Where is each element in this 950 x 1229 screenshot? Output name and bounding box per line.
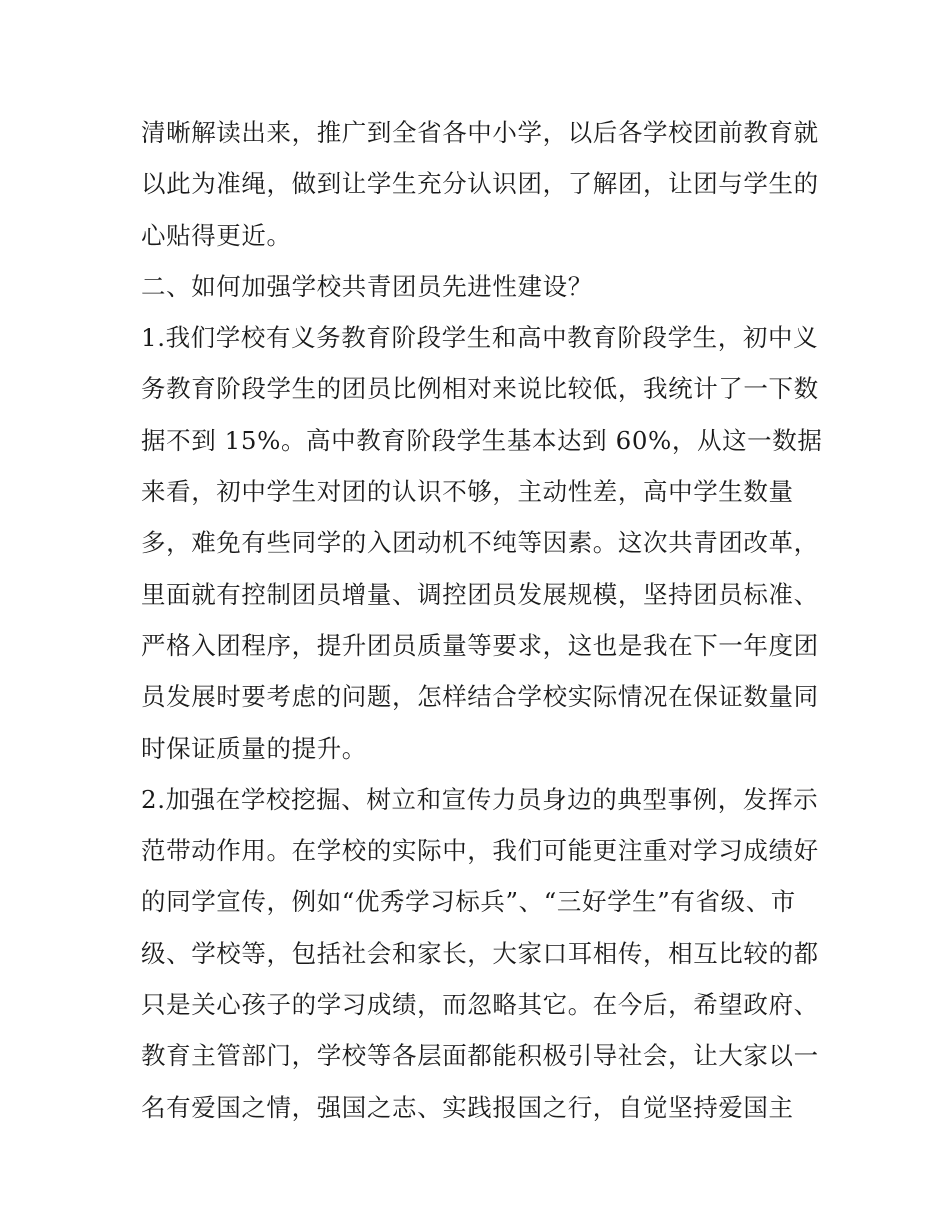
text-line: 1.我们学校有义务教育阶段学生和高中教育阶段学生，初中义 [141,323,819,353]
text-line: 范带动作用。在学校的实际中，我们可能更注重对学习成绩好 [141,836,819,866]
text-line: 名有爱国之情，强国之志、实践报国之行，自觉坚持爱国主 [141,1092,794,1122]
text-line: 心贴得更近。 [141,220,292,250]
text-line: 清晰解读出来，推广到全省各中小学，以后各学校团前教育就 [141,118,819,147]
text-line: 据不到 15%。高中教育阶段学生基本达到 60%，从这一数据 [141,425,823,455]
text-line: 员发展时要考虑的问题，怎样结合学校实际情况在保证数量同 [141,682,819,712]
text-line: 务教育阶段学生的团员比例相对来说比较低，我统计了一下数 [141,374,819,404]
text-line: 2.加强在学校挖掘、树立和宣传力员身边的典型事例，发挥示 [141,784,819,814]
text-line: 来看，初中学生对团的认识不够，主动性差，高中学生数量 [141,477,794,507]
text-line: 只是关心孩子的学习成绩，而忽略其它。在今后，希望政府、 [141,990,819,1020]
text-line: 严格入团程序，提升团员质量等要求，这也是我在下一年度团 [141,630,819,660]
text-line: 多，难免有些同学的入团动机不纯等因素。这次共青团改革， [141,528,819,558]
text-line: 级、学校等，包括社会和家长，大家口耳相传，相互比较的都 [141,938,819,968]
text-line: 的同学宣传，例如“优秀学习标兵”、“三好学生”有省级、市 [141,887,796,917]
text-line: 时保证质量的提升。 [141,733,367,763]
text-line: 里面就有控制团员增量、调控团员发展规模，坚持团员标准、 [141,579,819,609]
body-text [141,107,821,1133]
section-heading: 二、如何加强学校共青团员先进性建设？ [141,271,593,301]
text-line: 教育主管部门，学校等各层面都能积极引导社会，让大家以一 [141,1041,819,1071]
text-line: 以此为准绳，做到让学生充分认识团，了解团，让团与学生的 [141,169,819,199]
